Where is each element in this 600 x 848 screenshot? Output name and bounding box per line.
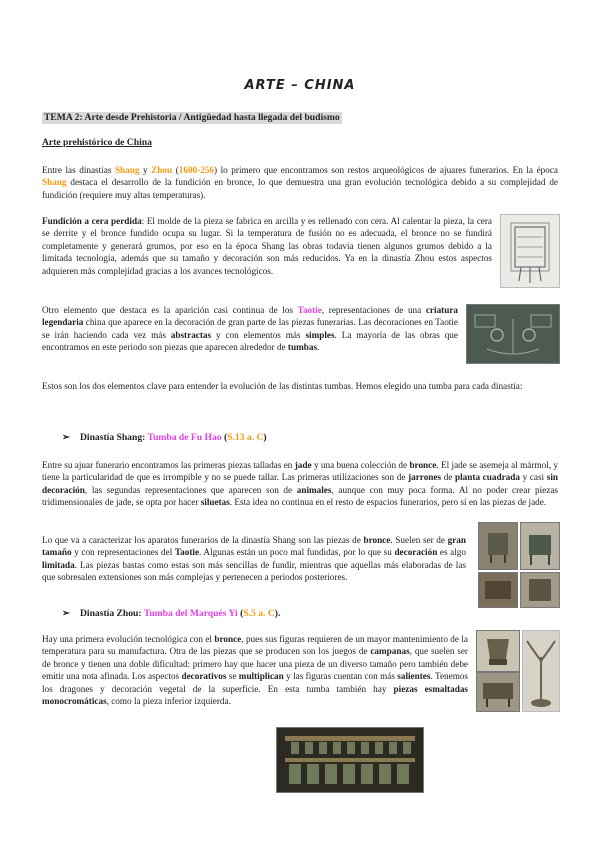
bronze-bells-image <box>276 727 424 793</box>
bronze-base-image <box>476 672 520 712</box>
taotie-relief-image <box>466 304 560 364</box>
paragraph-taotie: Otro elemento que destaca es la aparición casi continua de los Taotie, representaciones de una criatura legendaria china que aparece en la decoración de gran parte de las piezas funerarias. Las decoraciones en Taotie se irán haciendo cada vez más abstractas y con elementos más simples. La mayoría de las obras que encontramos en este periodo son piezas que aparecen alrededor de tumbas. <box>42 305 459 353</box>
topic-subtitle: TEMA 2: Arte desde Prehistoria / Antigüedad hasta llegada del budismo <box>44 112 340 123</box>
bullet-shang: ➢ Dinastía Shang: Tumba de Fu Hao (S.13 a. C) <box>62 432 267 443</box>
enamel-vessel-image <box>476 630 520 672</box>
paragraph-fu-hao: Entre su ajuar funerario encontramos las primeras piezas talladas en jade y una buena colección de bronce. El jade se asemeja al mármol, y tiene la particularidad de que es irrompible y no se puede tallar. Las primeras utilizaciones son de jarrones de planta cuadrada y casi sin decoración, las segundas representaciones que aparecen son de animales, aunque con muy poca forma. Al no poder crear piezas tridimensionales de jade, se opta por hacer siluetas. Esta idea no continua en el resto de espacios funerarios, pero sí en las piezas de jade. <box>42 460 558 508</box>
bronze-vessel-image-3 <box>478 572 518 608</box>
bullet-zhou: ➢ Dinastía Zhou: Tumba del Marqués Yi (S.5 a. C). <box>62 608 281 619</box>
crane-sculpture-image <box>522 630 560 712</box>
paragraph-marques-yi: Hay una primera evolución tecnológica con el bronce, pues sus figuras requieren de un mayor mantenimiento de la temperatura para su manufactura. Otra de las piezas que se producen son los juegos de campanas, que suelen ser de bronce y tienen una doble dificultad: primero hay que hacer una pieza de un diverso tamaño pero también debe emitir una nota afinada. Los aspectos decorativos se multiplican y las figuras cuentan con más salientes. Tenemos los dragones y decoración vegetal de la superficie. En esta tumba también hay piezas esmaltadas monocromáticas, como la pieza inferior izquierda. <box>42 634 469 707</box>
section-heading: Arte prehistórico de China <box>42 137 152 148</box>
mold-diagram-image <box>500 214 560 288</box>
paragraph-tombs-intro: Estos son los dos elementos clave para entender la evolución de las distintas tumbas. Hemos elegido una tumba para cada dinastía: <box>42 381 523 391</box>
paragraph-lost-wax: Fundición a cera perdida: El molde de la pieza se fabrica en arcilla y es rellenado con cera. Al calentar la pieza, la cera se derrite y el bronce fundido ocupa su lugar. Si la temperatura de fusión no es adecuada, el bronce no se fundirá completamente y generará grumos, por eso en la época Shang las obras todavía tienen algunos grumos debido a la limitada tecnología, además que su tamaño y decoración son más reducidos. Ya en la dinastía Zhou estos aspectos adquieren más complejidad gracias a los avances tecnológicos. <box>42 216 492 276</box>
bronze-vessel-image-2 <box>520 522 560 570</box>
bronze-vessel-image-4 <box>520 572 560 608</box>
page-title: ARTE – CHINA <box>244 78 356 93</box>
bronze-vessel-image-1 <box>478 522 518 570</box>
paragraph-intro: Entre las dinastías Shang y Zhou (1600-256) lo primero que encontramos son restos arqueológicos de ajuares funerarios. En la época Shang destaca el desarrollo de la fundición en bronce, lo que demuestra una gran evolución tecnológica debido a su complejidad de fundición (requiere muy altas temperaturas). <box>42 165 558 200</box>
paragraph-shang-bronze: Lo que va a caracterizar los aparatos funerarios de la dinastía Shang son las piezas de bronce. Suelen ser de gran tamaño y con representaciones del Taotie. Algunas están un poco mal fundidas, por lo que su decoración es algo limitada. Las piezas bastas como estas son más sencillas de fundir, mientras que aquellas más elaboradas de las que sobresalen extensiones son más complejas y pertenecen a periodos posteriores. <box>42 535 466 583</box>
